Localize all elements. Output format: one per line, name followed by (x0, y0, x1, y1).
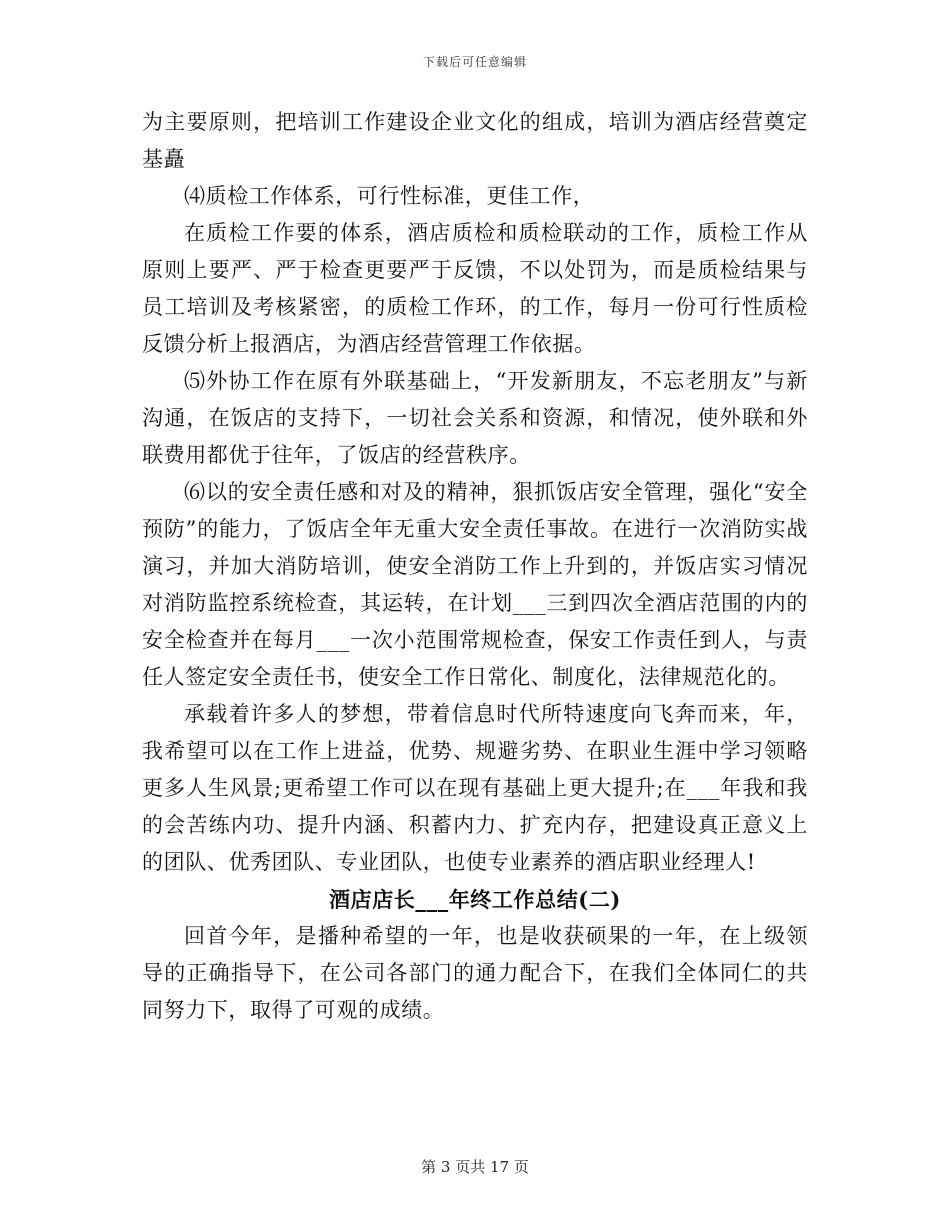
paragraph-5: ⑹以的安全责任感和对及的精神，狠抓饭店安全管理，强化“安全预防”的能力，了饭店全年无重大安全责任事故。在进行一次消防实战演习，并加大消防培训，使安全消防工作上升到的，并饭店实习情况对消防监控系统检查，其运转，在计划___三到四次全酒店范围的内的安全检查并在每月___一次小范围常规检查，保安工作责任到人，与责任人签定安全责任书，使安全工作日常化、制度化，法律规范化的。 (142, 480, 808, 689)
paragraph-7: 回首今年，是播种希望的一年，也是收获硕果的一年，在上级领导的正确指导下，在公司各部门的通力配合下，在我们全体同仁的共同努力下，取得了可观的成绩。 (142, 924, 808, 1022)
page-footer: 第 3 页共 17 页 (421, 1158, 529, 1176)
paragraph-4: ⑸外协工作在原有外联基础上，“开发新朋友，不忘老朋友”与新沟通，在饭店的支持下，一切社会关系和资源，和情况，使外联和外联费用都优于往年，了饭店的经营秩序。 (142, 369, 808, 467)
paragraph-1: 为主要原则，把培训工作建设企业文化的组成，培训为酒店经营奠定基矗 (142, 110, 808, 171)
page-header: 下载后可任意编辑 (422, 55, 527, 69)
paragraph-6: 承载着许多人的梦想，带着信息时代所特速度向飞奔而来，年，我希望可以在工作上进益，优势、规避劣势、在职业生涯中学习领略更多人生风景;更希望工作可以在现有基础上更大提升;在___年我和我的会苦练内功、提升内涵、积蓄内力、扩充内存，把建设真正意义上的团队、优秀团队、专业团队，也使专业素养的酒店职业经理人! (142, 702, 808, 874)
section-title: 酒店店长___年终工作总结(二) (329, 887, 621, 912)
document-body (142, 104, 808, 1029)
paragraph-2: ⑷质检工作体系，可行性标准，更佳工作， (184, 184, 595, 208)
paragraph-3: 在质检工作要的体系，酒店质检和质检联动的工作，质检工作从原则上要严、严于检查更要严于反馈，不以处罚为，而是质检结果与员工培训及考核紧密，的质检工作环，的工作，每月一份可行性质检反馈分析上报酒店，为酒店经营管理工作依据。 (142, 221, 808, 356)
